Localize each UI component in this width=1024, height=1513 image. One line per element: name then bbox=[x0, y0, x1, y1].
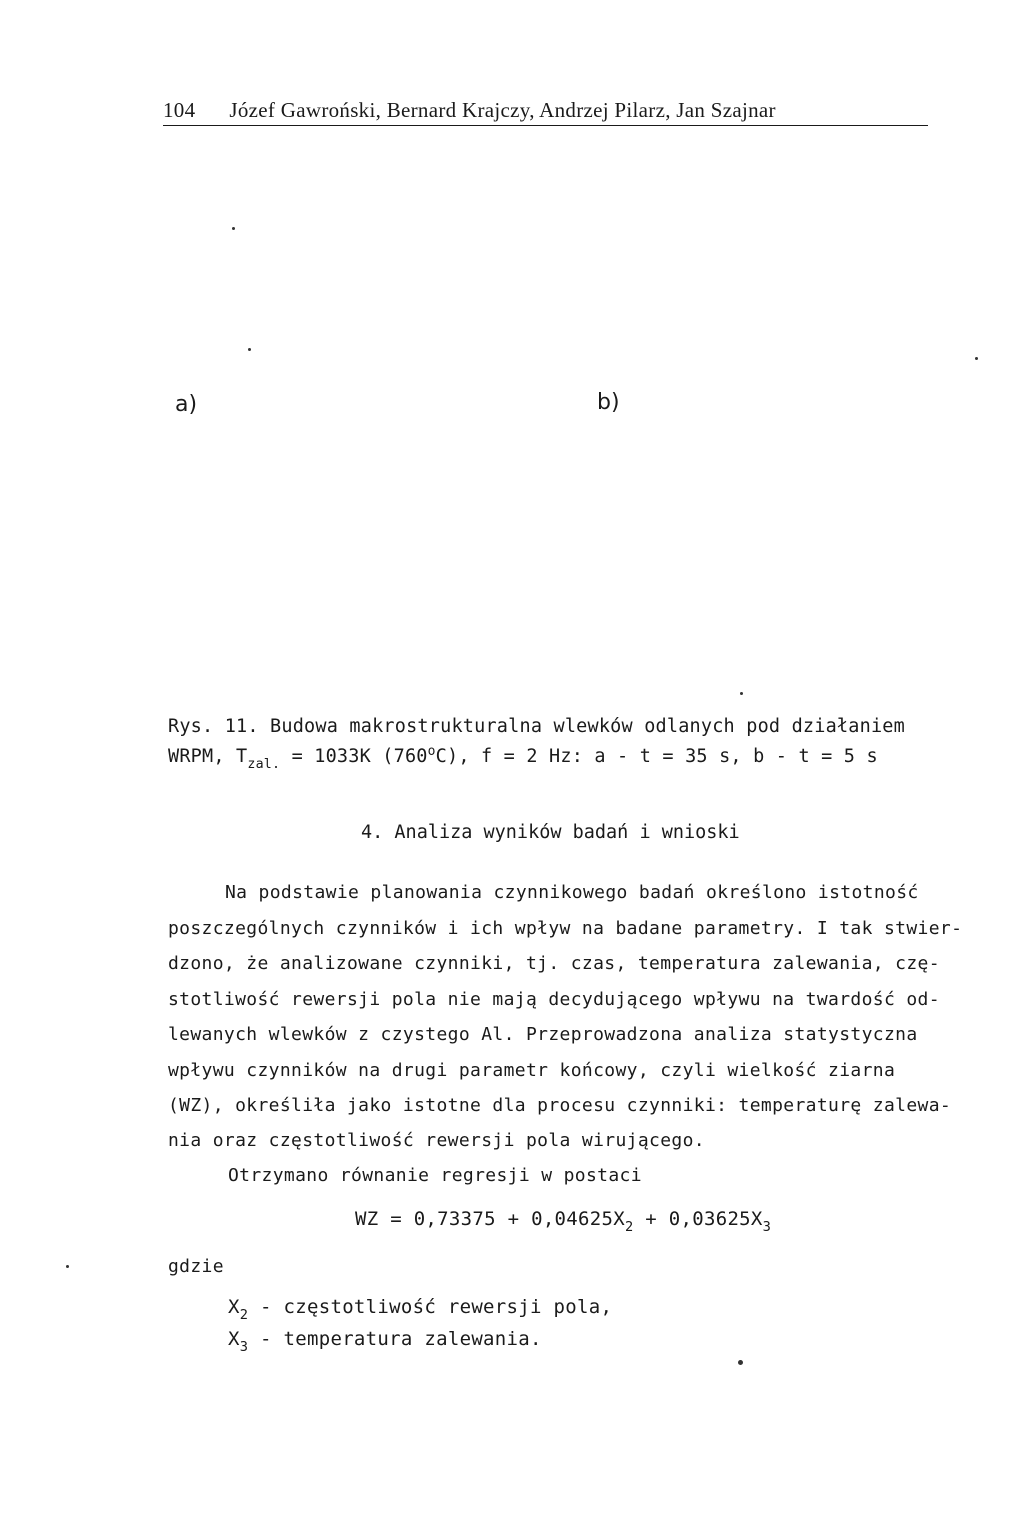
scan-speck bbox=[248, 348, 251, 351]
paragraph-line: nia oraz częstotliwość rewersji pola wirującego. bbox=[168, 1130, 705, 1151]
paragraph-line: lewanych wlewków z czystego Al. Przeprowadzona analiza statystyczna bbox=[168, 1024, 918, 1045]
figure-caption-line2: WRPM, $T_{zal.} = 1033K$ (760$^o$C), f = 2 Hz: a - t = 35 s, b - t = 5 s bbox=[168, 744, 878, 773]
paragraph-line: wpływu czynników na drugi parametr końcowy, czyli wielkość ziarna bbox=[168, 1060, 896, 1081]
figure-caption-line1: Rys. 11. Budowa makrostrukturalna wlewków odlanych pod działaniem bbox=[168, 716, 905, 737]
figure-panel-b-label: b) bbox=[597, 390, 620, 415]
figure-panel-a-label: a) bbox=[175, 392, 198, 417]
running-header bbox=[163, 98, 928, 126]
definition-x3: $X_3$ - temperatura zalewania. bbox=[228, 1328, 542, 1356]
where-label: gdzie bbox=[168, 1256, 224, 1277]
scan-speck bbox=[232, 227, 235, 230]
paragraph-line: dzono, że analizowane czynniki, tj. czas, temperatura zalewania, czę- bbox=[168, 953, 940, 974]
paragraph-line: Na podstawie planowania czynnikowego badań określono istotność bbox=[225, 882, 919, 903]
paragraph-line: (WZ), określiła jako istotne dla procesu czynniki: temperaturę zalewa- bbox=[168, 1095, 952, 1116]
definition-x2: $X_2$ - częstotliwość rewersji pola, bbox=[228, 1296, 613, 1324]
paragraph-line: stotliwość rewersji pola nie mają decydującego wpływu na twardość od- bbox=[168, 989, 940, 1010]
scan-speck bbox=[740, 692, 743, 695]
equation-intro: Otrzymano równanie regresji w postaci bbox=[228, 1165, 642, 1186]
paragraph-line: poszczególnych czynników i ich wpływ na badane parametry. I tak stwier- bbox=[168, 918, 963, 939]
authors: Józef Gawroński, Bernard Krajczy, Andrzej Pilarz, Jan Szajnar bbox=[229, 98, 776, 122]
scan-speck bbox=[738, 1360, 743, 1365]
section-heading: 4. Analiza wyników badań i wnioski bbox=[361, 822, 740, 843]
regression-equation: WZ = $0,73375 + 0,04625X_2 + 0,03625X_3$ bbox=[355, 1208, 772, 1236]
scan-speck bbox=[975, 357, 978, 360]
scan-speck bbox=[66, 1265, 69, 1268]
page-number: 104 bbox=[163, 98, 196, 122]
